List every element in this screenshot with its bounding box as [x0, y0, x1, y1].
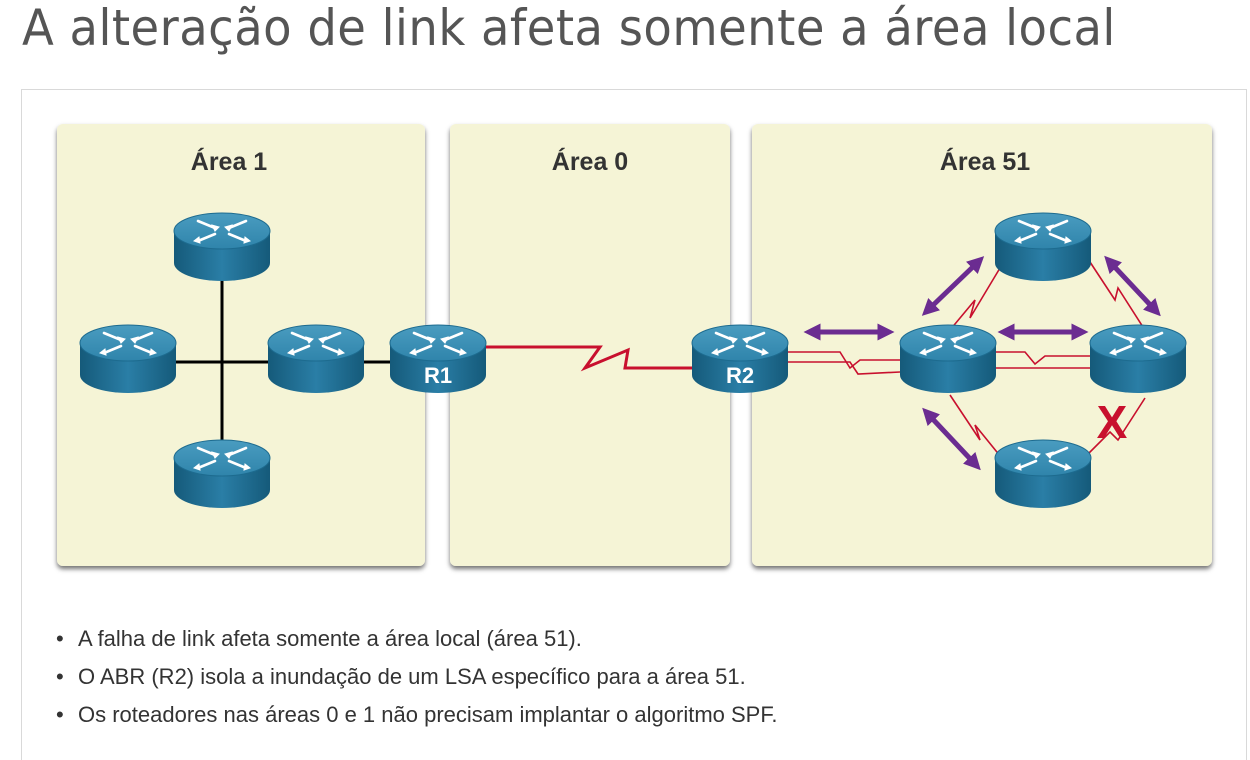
bullet-item: [56, 658, 777, 696]
router-area1-right: [268, 325, 364, 393]
area-0-label: Área 0: [551, 148, 629, 176]
router-area1-bottom: [174, 440, 270, 508]
page-title: A alteração de link afeta somente a área local: [22, 0, 1116, 57]
router-area51-top: [995, 213, 1091, 281]
router-area51-bottom: [995, 440, 1091, 508]
bullet-text: A falha de link afeta somente a área local (área 51).: [78, 626, 582, 651]
router-area1-top: [174, 213, 270, 281]
bullet-text: Os roteadores nas áreas 0 e 1 não precisam implantar o algoritmo SPF.: [78, 702, 778, 727]
bullet-text: O ABR (R2) isola a inundação de um LSA específico para a área 51.: [78, 664, 746, 689]
area-1-label: Área 1: [190, 148, 268, 176]
bullet-item: [56, 696, 777, 734]
router-area51-right: [1090, 325, 1186, 393]
area-51-label: Área 51: [939, 148, 1031, 176]
router-r1-label: R1: [423, 363, 453, 388]
router-area51-left: [900, 325, 996, 393]
bullet-item: [56, 620, 777, 658]
area-0-panel: [450, 124, 730, 566]
router-area1-left: [80, 325, 176, 393]
router-r2-label: R2: [725, 363, 755, 388]
bullet-dot: •: [56, 702, 64, 727]
link-failure-icon: X: [1096, 396, 1128, 448]
bullet-dot: •: [56, 626, 64, 651]
bullet-list: [56, 620, 777, 734]
bullet-dot: •: [56, 664, 64, 689]
